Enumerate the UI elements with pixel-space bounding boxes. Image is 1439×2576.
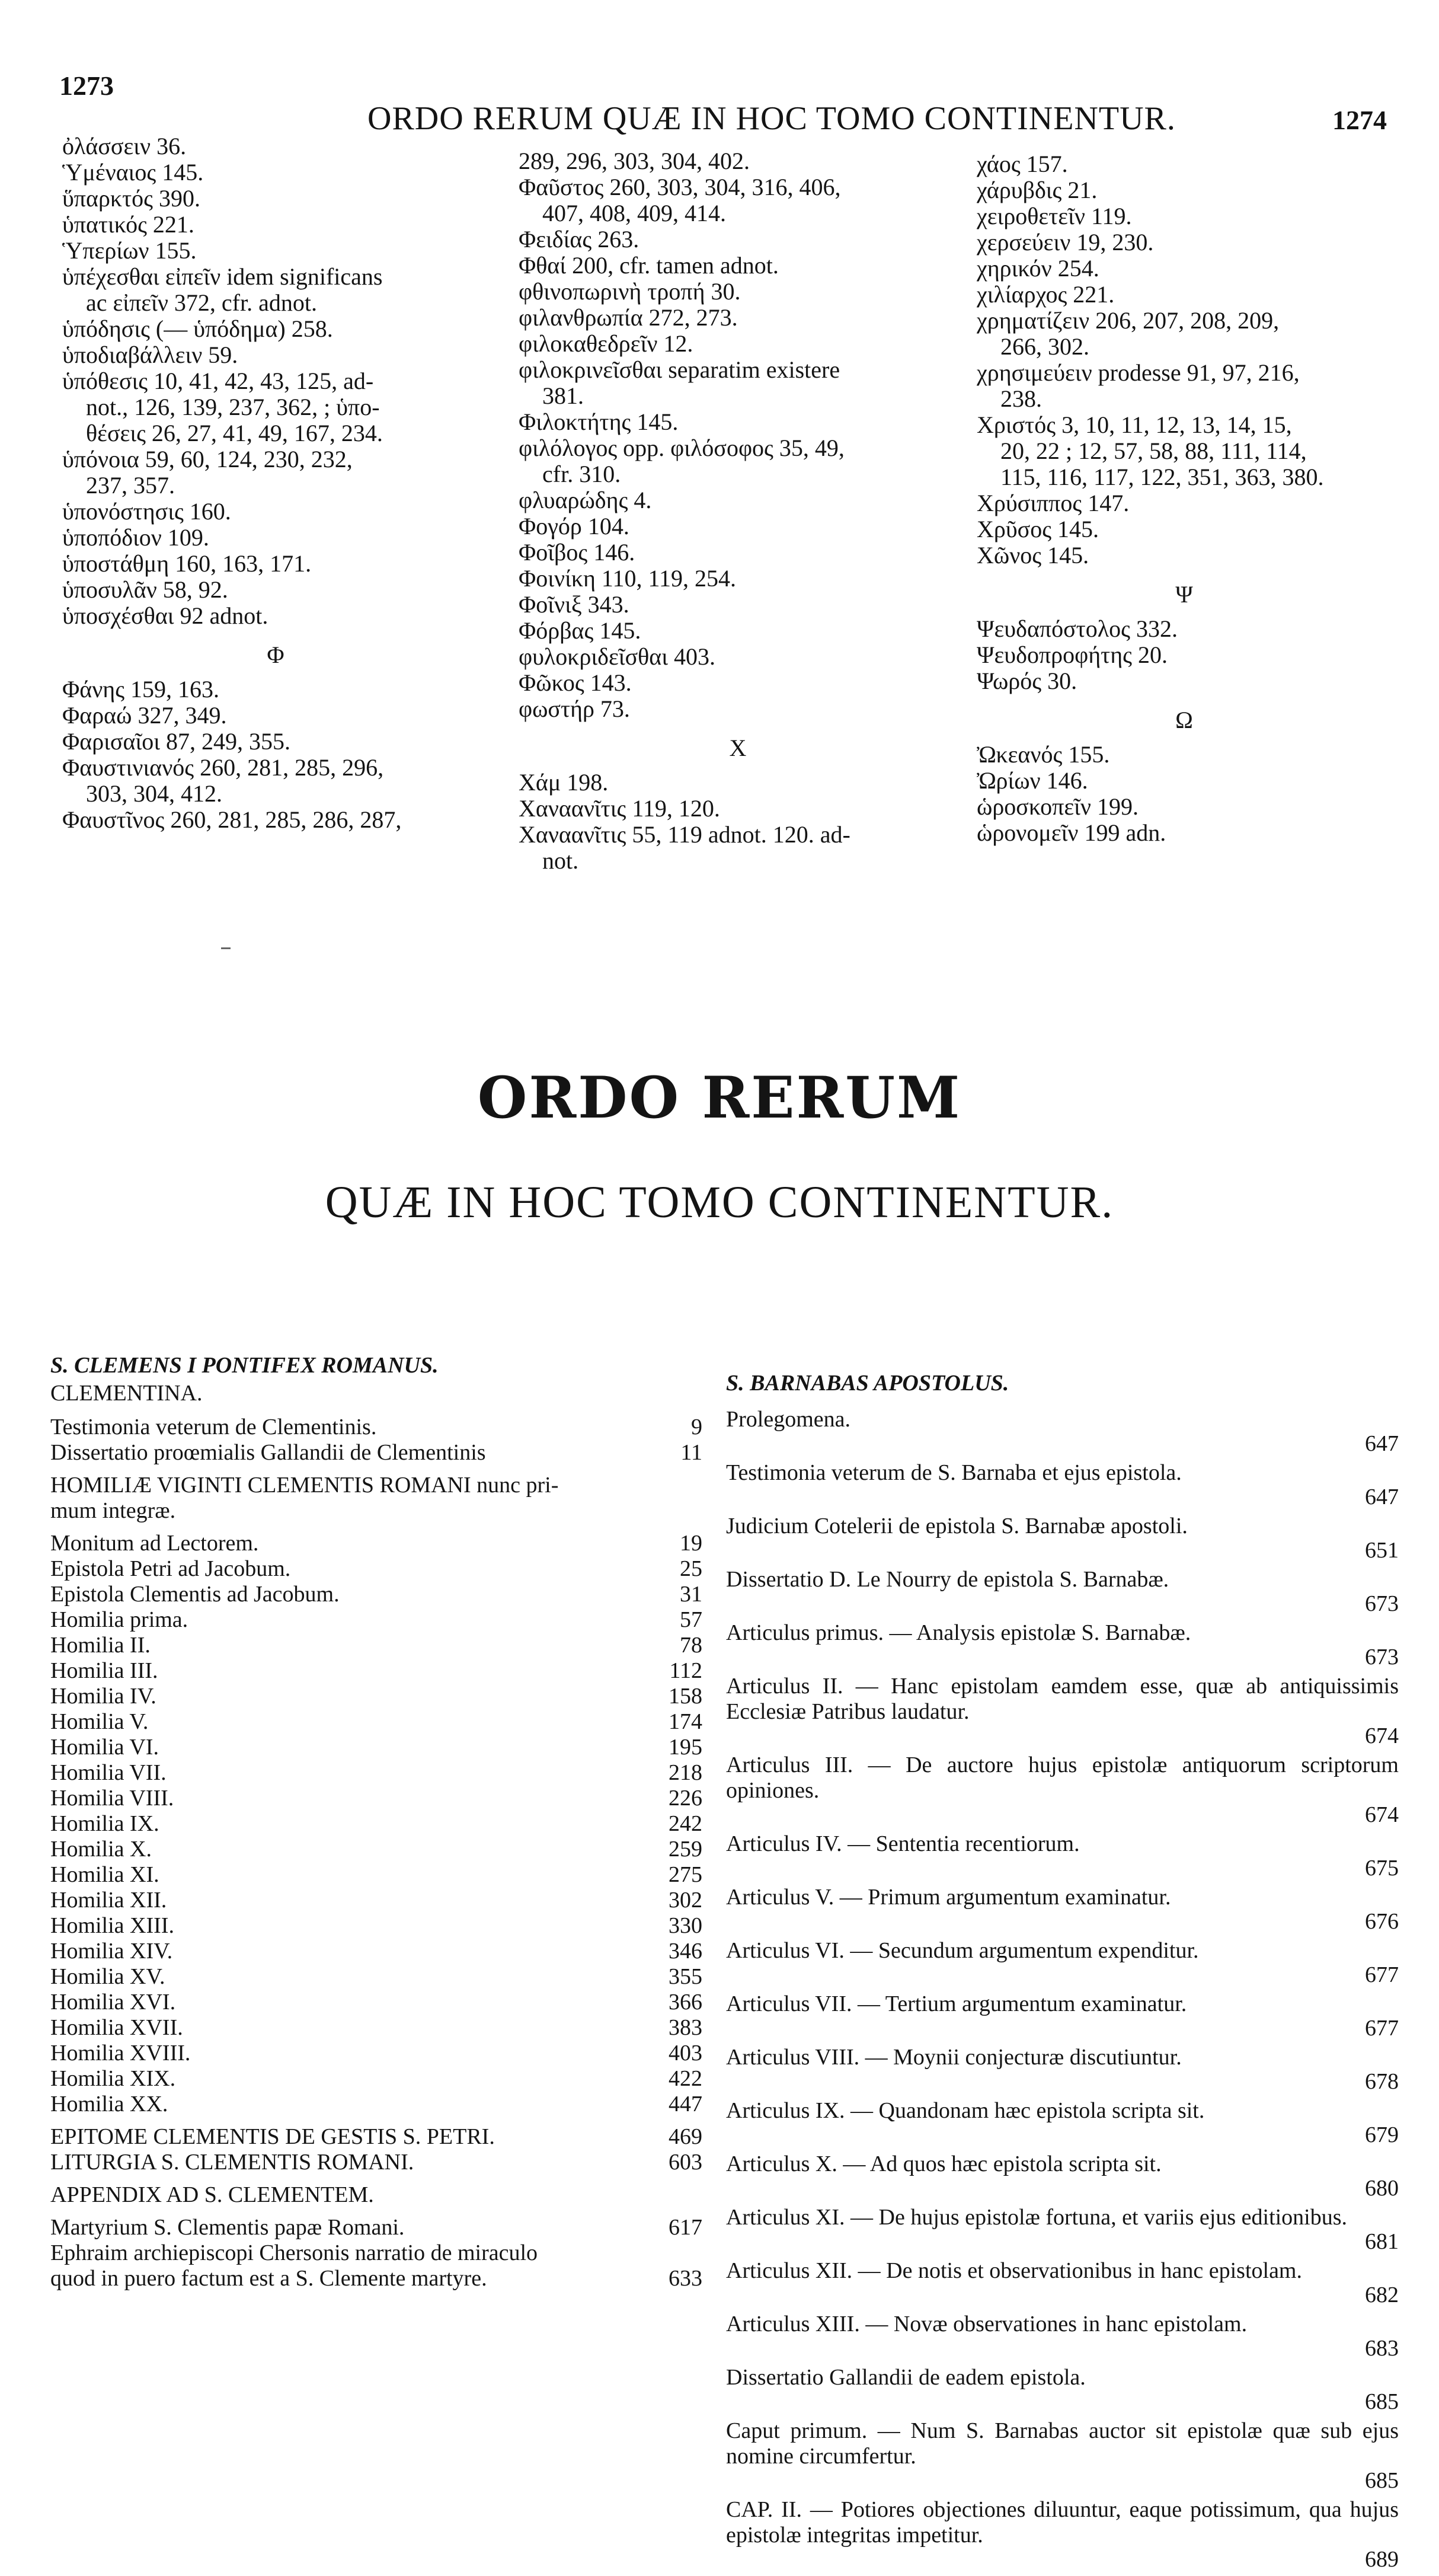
contents-title: ORDO RERUM (477, 1064, 962, 1131)
index-entry: Φοῖνιξ 343. (519, 591, 629, 618)
entry-title: Testimonia veterum de Clementinis. (50, 1415, 377, 1439)
entry-page: 275 (669, 1862, 702, 1887)
entry-page: 112 (669, 1658, 702, 1683)
contents-entry (726, 1460, 1399, 1510)
entry-title: Homilia XVI. (50, 1990, 176, 2015)
index-entry: 237, 357. (62, 472, 175, 499)
contents-entry (50, 2041, 702, 2066)
entry-page: 677 (1365, 2016, 1399, 2041)
entry-title: mum integræ. (50, 1498, 176, 1523)
entry-page: 685 (1365, 2468, 1399, 2493)
index-entry: Ὠκεανός 155. (977, 741, 1110, 768)
entry-page: 674 (1365, 1802, 1399, 1827)
entry-page: 422 (669, 2066, 702, 2091)
entry-page: 685 (1365, 2389, 1399, 2414)
contents-entry (50, 1837, 702, 1862)
entry-title: Homilia IX. (50, 1811, 159, 1836)
contents-entry (50, 1786, 702, 1811)
index-entry: ὀλάσσειν 36. (62, 133, 187, 159)
index-entry: φιλοκαθεδρεῖν 12. (519, 330, 693, 357)
entry-title: HOMILIÆ VIGINTI CLEMENTIS ROMANI nunc pri- (50, 1473, 559, 1498)
index-entry: ὑπόνοια 59, 60, 124, 230, 232, (62, 446, 353, 473)
index-letter-heading: Ω (1175, 707, 1193, 733)
contents-entry (50, 1633, 702, 1658)
index-entry: 266, 302. (977, 333, 1089, 360)
index-entry: Ψωρός 30. (977, 668, 1077, 694)
index-entry: Φαῦστος 260, 303, 304, 316, 406, (519, 174, 841, 200)
section-heading: S. CLEMENS I PONTIFEX ROMANUS. (50, 1353, 439, 1378)
entry-title: Martyrium S. Clementis papæ Romani. (50, 2215, 405, 2240)
entry-title: Homilia IV. (50, 1684, 156, 1709)
index-entry: Χῶνος 145. (977, 542, 1089, 569)
index-entry: 407, 408, 409, 414. (519, 200, 726, 226)
index-entry: ὡροσκοπεῖν 199. (977, 793, 1139, 820)
entry-title: Homilia XX. (50, 2092, 168, 2117)
index-entry: φιλοκρινεῖσθαι separatim existere (519, 356, 840, 383)
contents-entry (50, 2266, 702, 2291)
index-entry: ὑπονόστησις 160. (62, 498, 231, 525)
index-entry: 238. (977, 385, 1042, 412)
entry-page: 25 (680, 1556, 702, 1581)
index-entry: ὑπόθεσις 10, 41, 42, 43, 125, ad- (62, 368, 374, 394)
index-entry: φωστήρ 73. (519, 695, 630, 722)
contents-entry (50, 1888, 702, 1913)
entry-title: Homilia X. (50, 1837, 152, 1862)
contents-entry (50, 1760, 702, 1786)
entry-title: Dissertatio D. Le Nourry de epistola S. Barnabæ. (726, 1567, 1169, 1592)
index-entry: φλυαρώδης 4. (519, 487, 652, 513)
contents-entry (726, 2045, 1399, 2095)
entry-page: 681 (1365, 2229, 1399, 2254)
entry-page: 673 (1365, 1645, 1399, 1670)
contents-entry (50, 1531, 702, 1556)
entry-page: 226 (669, 1786, 702, 1811)
entry-page: 195 (669, 1735, 702, 1760)
entry-title: Prolegomena. (726, 1407, 851, 1432)
contents-entry (50, 1862, 702, 1888)
entry-page (651, 2182, 702, 2208)
contents-entry (726, 2258, 1399, 2308)
entry-title: Articulus IV. — Sententia recentiorum. (726, 1831, 1080, 1856)
contents-entry (50, 1964, 702, 1990)
entry-title: Homilia VI. (50, 1735, 159, 1760)
index-entry: 115, 116, 117, 122, 351, 363, 380. (977, 464, 1324, 490)
entry-page: 675 (1365, 1856, 1399, 1881)
index-entry: Χαναανῖτις 55, 119 adnot. 120. ad- (519, 821, 850, 848)
entry-page: 19 (680, 1531, 702, 1556)
index-entry: Χάμ 198. (519, 769, 609, 796)
entry-page: 174 (669, 1709, 702, 1734)
entry-page: 158 (669, 1684, 702, 1709)
entry-title: Articulus III. — De auctore hujus epistolæ antiquorum scriptorum opiniones. (726, 1753, 1399, 1803)
entry-page: 259 (669, 1837, 702, 1862)
running-header (59, 70, 1387, 137)
entry-title: Homilia III. (50, 1658, 158, 1683)
entry-page (651, 1498, 702, 1524)
entry-page: 9 (691, 1415, 702, 1439)
entry-page: 218 (669, 1760, 702, 1785)
divider-mark (221, 947, 231, 949)
index-entry: ὡρονομεῖν 199 adn. (977, 819, 1166, 846)
index-letter-heading: X (729, 735, 747, 761)
entry-title: Articulus XIII. — Novæ observationes in hanc epistolam. (726, 2312, 1248, 2336)
contents-entry (726, 1753, 1399, 1828)
entry-page: 366 (669, 1990, 702, 2015)
entry-title: Dissertatio proœmialis Gallandii de Clementinis (50, 1440, 486, 1465)
contents-entry (726, 1514, 1399, 1563)
entry-page: 651 (1365, 1538, 1399, 1563)
contents-entry (726, 2152, 1399, 2201)
entry-page: 683 (1365, 2336, 1399, 2361)
contents-entry (726, 1674, 1399, 1749)
entry-title: Articulus V. — Primum argumentum examinatur. (726, 1885, 1171, 1910)
index-entry: ὑπέχεσθαι εἰπεῖν idem significans (62, 263, 383, 290)
index-entry: 303, 304, 412. (62, 780, 222, 807)
index-entry: Φιλοκτήτης 145. (519, 408, 679, 435)
index-entry: Ὠρίων 146. (977, 767, 1088, 794)
index-entry: ὕπαρκτός 390. (62, 185, 200, 212)
index-entry: θέσεις 26, 27, 41, 49, 167, 234. (62, 420, 383, 446)
contents-right (726, 1371, 1399, 2576)
entry-page: 330 (669, 1913, 702, 1938)
entry-page: 355 (669, 1964, 702, 1989)
index-entry: ὑποσυλᾶν 58, 92. (62, 576, 228, 603)
contents-entry (50, 2092, 702, 2117)
index-letter-heading: Ψ (1175, 581, 1193, 608)
index-entry: φυλοκριδεῖσθαι 403. (519, 643, 716, 670)
contents-entry (726, 2418, 1399, 2494)
index-column-b (519, 148, 957, 874)
contents-entry (726, 2205, 1399, 2255)
index-entry: Ψευδαπόστολος 332. (977, 615, 1178, 642)
entry-title: Homilia XVII. (50, 2015, 183, 2040)
entry-page: 678 (1365, 2069, 1399, 2094)
entry-page: 676 (1365, 1909, 1399, 1934)
index-entry: χερσεύειν 19, 230. (977, 229, 1154, 256)
contents-entry (50, 1556, 702, 1582)
contents-entry (50, 1658, 702, 1684)
entry-title: CAP. II. — Potiores objectiones diluuntur, eaque potissimum, qua hujus epistolæ integritas impetitur. (726, 2497, 1399, 2548)
contents-entry (50, 2150, 702, 2175)
index-entry: χειροθετεῖν 119. (977, 203, 1132, 229)
entry-page: 447 (669, 2092, 702, 2117)
index-entry: χρησιμεύειν prodesse 91, 97, 216, (977, 359, 1300, 386)
contents-left-rows (50, 1415, 702, 2291)
contents-left (50, 1353, 702, 2291)
contents-entry (726, 1831, 1399, 1881)
index-entry: Ὑπερίων 155. (62, 237, 197, 264)
index-entry: Φόρβας 145. (519, 617, 641, 644)
index-column-c (977, 151, 1392, 846)
index-entry: χιλίαρχος 221. (977, 281, 1115, 308)
contents-entry (726, 2312, 1399, 2361)
contents-entry (726, 1885, 1399, 1935)
index-entry: ὑπατικός 221. (62, 211, 194, 238)
entry-page: 11 (680, 1440, 702, 1465)
index-entry: Χαναανῖτις 119, 120. (519, 795, 720, 822)
contents-entry (50, 2182, 702, 2208)
contents-subtitle: QUÆ IN HOC TOMO CONTINENTUR. (325, 1177, 1114, 1227)
entry-title: Articulus X. — Ad quos hæc epistola scripta sit. (726, 2152, 1162, 2176)
contents-right-rows (726, 1407, 1399, 2572)
entry-title: Articulus IX. — Quandonam hæc epistola scripta sit. (726, 2098, 1205, 2123)
entry-title: Articulus VI. — Secundum argumentum expenditur. (726, 1938, 1199, 1963)
entry-page: 603 (669, 2150, 702, 2175)
contents-entry (50, 1582, 702, 1607)
section-heading: S. BARNABAS APOSTOLUS. (726, 1371, 1009, 1396)
entry-page: 78 (680, 1633, 702, 1658)
contents-entry (50, 2215, 702, 2240)
index-entry: not., 126, 139, 237, 362, ; ὑπο- (62, 394, 380, 420)
contents-entry (50, 1990, 702, 2015)
entry-title: EPITOME CLEMENTIS DE GESTIS S. PETRI. (50, 2124, 495, 2149)
index-entry: χηρικόν 254. (977, 255, 1099, 282)
entry-page (651, 1473, 702, 1498)
running-title: ORDO RERUM QUÆ IN HOC TOMO CONTINENTUR. (367, 100, 1176, 137)
entry-title: Epistola Petri ad Jacobum. (50, 1556, 291, 1581)
entry-title: Homilia V. (50, 1709, 149, 1734)
contents-entry (726, 1620, 1399, 1670)
entry-page: 383 (669, 2015, 702, 2040)
entry-page: 617 (669, 2215, 702, 2240)
contents-entry (726, 1991, 1399, 2041)
index-entry: Φογόρ 104. (519, 513, 629, 540)
index-entry: χρηματίζειν 206, 207, 208, 209, (977, 307, 1280, 334)
index-entry: Χριστός 3, 10, 11, 12, 13, 14, 15, (977, 411, 1292, 438)
index-column-a (62, 133, 489, 833)
section-subheading: CLEMENTINA. (50, 1381, 203, 1406)
entry-title: APPENDIX AD S. CLEMENTEM. (50, 2182, 374, 2207)
entry-title: Articulus XII. — De notis et observationibus in hanc epistolam. (726, 2258, 1302, 2283)
entry-page: 633 (669, 2266, 702, 2291)
entry-title: Homilia XII. (50, 1888, 167, 1913)
entry-page (651, 2240, 702, 2266)
contents-entry (50, 1811, 702, 1837)
index-entry: Φαρισαῖοι 87, 249, 355. (62, 728, 290, 755)
contents-entry (726, 2098, 1399, 2148)
entry-page: 469 (669, 2124, 702, 2149)
entry-page: 31 (680, 1582, 702, 1607)
index-entry: 289, 296, 303, 304, 402. (519, 148, 750, 174)
contents-entry (50, 1440, 702, 1466)
index-entry: φιλόλογος opp. φιλόσοφος 35, 49, (519, 435, 845, 461)
index-entry: Χρῦσος 145. (977, 516, 1099, 542)
entry-page: 689 (1365, 2547, 1399, 2572)
index-entry: 20, 22 ; 12, 57, 58, 88, 111, 114, (977, 438, 1307, 464)
entry-title: Articulus VII. — Tertium argumentum examinatur. (726, 1991, 1187, 2016)
index-entry: Φοῖβος 146. (519, 539, 635, 566)
index-entry: Φαυστῖνος 260, 281, 285, 286, 287, (62, 806, 402, 833)
entry-title: Homilia XV. (50, 1964, 165, 1989)
entry-title: Homilia VIII. (50, 1786, 174, 1811)
entry-title: Articulus XI. — De hujus epistolæ fortuna, et variis ejus editionibus. (726, 2205, 1348, 2230)
index-entry: Φαραώ 327, 349. (62, 702, 227, 729)
entry-title: Homilia II. (50, 1633, 151, 1658)
index-entry: ὑποπόδιον 109. (62, 524, 209, 551)
entry-title: Monitum ad Lectorem. (50, 1531, 259, 1556)
index-entry: φθινοπωρινὴ τροπή 30. (519, 278, 741, 305)
index-entry: Φειδίας 263. (519, 226, 639, 253)
entry-page: 679 (1365, 2122, 1399, 2147)
contents-entry (726, 1938, 1399, 1988)
page-number-left: 1273 (59, 71, 114, 101)
index-entry: Φαυστινιανός 260, 281, 285, 296, (62, 754, 384, 781)
index-entry: ὑποδιαβάλλειν 59. (62, 341, 238, 368)
index-letter-heading: Φ (267, 641, 284, 668)
contents-entry (726, 2365, 1399, 2415)
entry-page: 674 (1365, 1723, 1399, 1748)
contents-entry (50, 2240, 702, 2266)
entry-page: 57 (680, 1607, 702, 1632)
entry-page: 302 (669, 1888, 702, 1913)
entry-title: Judicium Cotelerii de epistola S. Barnabæ apostoli. (726, 1514, 1188, 1538)
entry-title: Homilia prima. (50, 1607, 188, 1632)
entry-page: 647 (1365, 1485, 1399, 1509)
entry-title: quod in puero factum est a S. Clemente martyre. (50, 2266, 487, 2291)
index-entry: χάρυβδις 21. (977, 177, 1098, 203)
entry-title: Testimonia veterum de S. Barnaba et ejus epistola. (726, 1460, 1182, 1485)
index-entry: ὑποσχέσθαι 92 adnot. (62, 602, 268, 629)
entry-title: Homilia XIX. (50, 2066, 176, 2091)
contents-entry (50, 1684, 702, 1709)
entry-page: 242 (669, 1811, 702, 1836)
contents-entry (726, 1407, 1399, 1457)
index-entry: cfr. 310. (519, 461, 621, 487)
entry-page: 403 (669, 2041, 702, 2066)
contents-entry (726, 2497, 1399, 2572)
index-entry: Φοινίκη 110, 119, 254. (519, 565, 736, 592)
entry-title: Homilia VII. (50, 1760, 167, 1785)
entry-page: 682 (1365, 2283, 1399, 2307)
contents-entry (50, 1913, 702, 1939)
contents-entry (50, 1939, 702, 1964)
index-entry: not. (519, 847, 579, 874)
entry-title: Epistola Clementis ad Jacobum. (50, 1582, 340, 1607)
index-entry: φιλανθρωπία 272, 273. (519, 304, 738, 331)
index-entry: ὑποστάθμη 160, 163, 171. (62, 550, 312, 577)
contents-entry (50, 2015, 702, 2041)
index-entry: Φθαί 200, cfr. tamen adnot. (519, 252, 779, 279)
index-entry: ὑπόδησις (— ὑπόδημα) 258. (62, 315, 333, 342)
index-entry: ac εἰπεῖν 372, cfr. adnot. (62, 289, 317, 316)
entry-title: Articulus II. — Hanc epistolam eamdem esse, quæ ab antiquissimis Ecclesiæ Patribus laudatur. (726, 1674, 1399, 1724)
contents-entry (50, 1415, 702, 1440)
entry-title: Articulus primus. — Analysis epistolæ S. Barnabæ. (726, 1620, 1191, 1645)
page-number-right: 1274 (1332, 105, 1387, 135)
index-entry: 381. (519, 382, 584, 409)
entry-page: 673 (1365, 1591, 1399, 1616)
contents-entry (50, 1498, 702, 1524)
entry-title: Homilia XVIII. (50, 2041, 191, 2066)
entry-page: 677 (1365, 1962, 1399, 1987)
entry-title: Dissertatio Gallandii de eadem epistola. (726, 2365, 1086, 2390)
index-entry: χάος 157. (977, 151, 1068, 177)
contents-entry (726, 1567, 1399, 1617)
entry-title: Ephraim archiepiscopi Chersonis narratio de miraculo (50, 2240, 538, 2265)
contents-entry (50, 2066, 702, 2092)
contents-entry (50, 1709, 702, 1735)
entry-page: 680 (1365, 2176, 1399, 2201)
index-entry: Φάνης 159, 163. (62, 676, 220, 703)
index-entry: Ψευδοπροφήτης 20. (977, 641, 1168, 668)
contents-entry (50, 1473, 702, 1498)
entry-title: Homilia XIII. (50, 1913, 174, 1938)
contents-entry (50, 1607, 702, 1633)
contents-entry (50, 1735, 702, 1760)
entry-page: 647 (1365, 1431, 1399, 1456)
entry-title: Articulus VIII. — Moynii conjecturæ discutiuntur. (726, 2045, 1182, 2070)
entry-title: Homilia XIV. (50, 1939, 173, 1964)
contents-entry (50, 2124, 702, 2150)
entry-page: 346 (669, 1939, 702, 1964)
entry-title: LITURGIA S. CLEMENTIS ROMANI. (50, 2150, 414, 2175)
index-entry: Ὑμέναιος 145. (62, 159, 204, 186)
index-entry: Χρύσιππος 147. (977, 490, 1130, 516)
entry-title: Caput primum. — Num S. Barnabas auctor sit epistolæ quæ sub ejus nomine circumfertur. (726, 2418, 1399, 2469)
index-entry: Φῶκος 143. (519, 669, 632, 696)
entry-title: Homilia XI. (50, 1862, 159, 1887)
